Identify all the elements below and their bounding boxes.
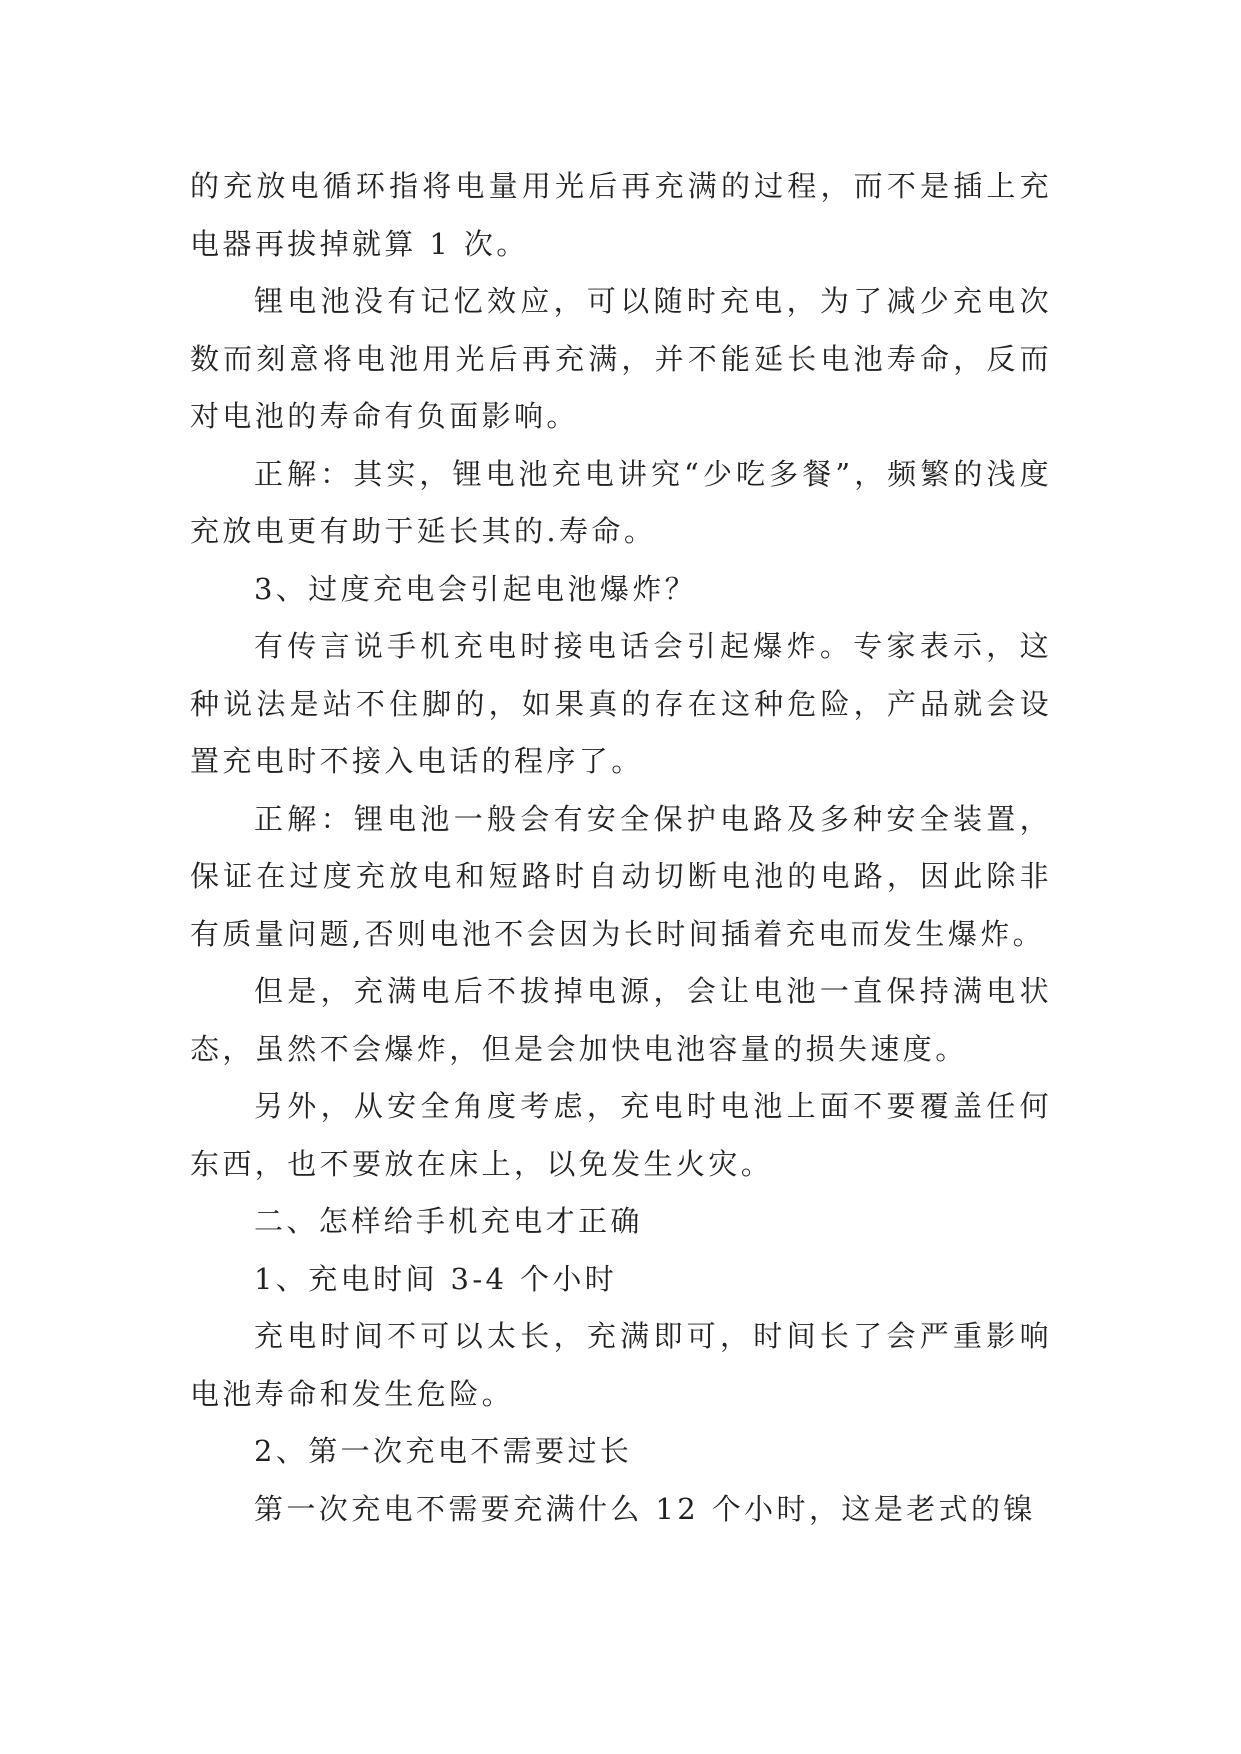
paragraph: 充电时间不可以太长，充满即可，时间长了会严重影响电池寿命和发生危险。 — [190, 1319, 1052, 1411]
section-heading: 二、怎样给手机充电才正确 — [254, 1204, 643, 1238]
document-body — [190, 158, 1052, 1538]
paragraph: 但是，充满电后不拔掉电源，会让电池一直保持满电状态，虽然不会爆炸，但是会加快电池容量的损失速度。 — [190, 974, 1052, 1066]
paragraph: 锂电池没有记忆效应，可以随时充电，为了减少充电次数而刻意将电池用光后再充满，并不能延长电池寿命，反而对电池的寿命有负面影响。 — [190, 284, 1052, 433]
paragraph: 正解：其实，锂电池充电讲究“少吃多餐”，频繁的浅度充放电更有助于延长其的.寿命。 — [190, 456, 1052, 548]
paragraph: 有传言说手机充电时接电话会引起爆炸。专家表示，这种说法是站不住脚的，如果真的存在这种危险，产品就会设置充电时不接入电话的程序了。 — [190, 629, 1052, 778]
section-heading: 3、过度充电会引起电池爆炸？ — [254, 571, 698, 606]
section-heading: 1、充电时间 3-4 个小时 — [254, 1261, 618, 1296]
paragraph: 另外，从安全角度考虑，充电时电池上面不要覆盖任何东西，也不要放在床上，以免发生火灾。 — [190, 1089, 1052, 1181]
section-heading: 2、第一次充电不需要过长 — [254, 1434, 633, 1468]
paragraph: 正解：锂电池一般会有安全保护电路及多种安全装置，保证在过度充放电和短路时自动切断电池的电路，因此除非有质量问题,否则电池不会因为长时间插着充电而发生爆炸。 — [190, 801, 1052, 951]
paragraph: 的充放电循环指将电量用光后再充满的过程，而不是插上充电器再拔掉就算 1 次。 — [190, 169, 1052, 261]
paragraph: 第一次充电不需要充满什么 12 个小时，这是老式的镍 — [254, 1491, 1036, 1526]
